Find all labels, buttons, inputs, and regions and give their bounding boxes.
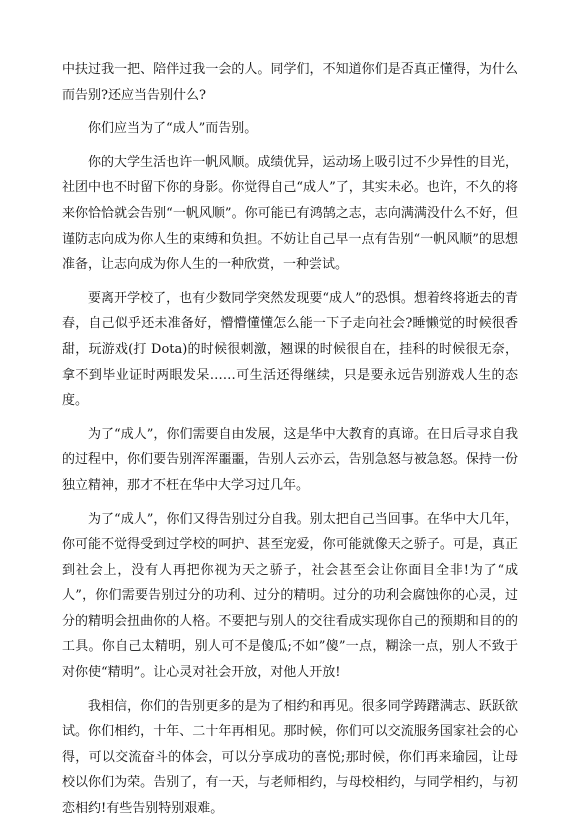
paragraph-excessive-self: 为了“成人”，你们又得告别过分自我。别太把自己当回事。在华中大几年，你可能不觉得受到过学校的呵护、甚至宠爱，你可能就像天之骄子。可是，真正到社会上，没有人再把你视为天之骄子，社会甚至会让你面目全非!为了“成人”，你们需要告别过分的功利、过分的精明。过分的功利会腐蚀你的心灵，过分的精明会扭曲你的人格。不要把与别人的交往看成实现你自己的预期和目的的工具。你自己太精明，别人可不是傻瓜;不如”傻”一点，糊涂一点，别人不致于对你使“精明”。让心灵对社会开放，对他人开放! <box>62 511 518 681</box>
paragraph-reunion: 我相信，你们的告别更多的是为了相约和再见。很多同学踌躇满志、跃跃欲试。你们相约，十年、二十年再相见。那时候，你们可以交流服务国家社会的心得，可以交流奋斗的体会，可以分享成功的喜悦;那时候，你们再来瑜园，让母校以你们为荣。告别了，有一天，与老师相约，与母校相约，与同学相约，与初恋相约!有些告别特别艰难。 <box>62 698 518 817</box>
paragraph-smooth-sailing: 你的大学生活也许一帆风顺。成绩优异，运动场上吸引过不少异性的目光，社团中也不时留下你的身影。你觉得自己“成人”了，其实未必。也许，不久的将来你恰恰就会告别“一帆风顺”。你可能已有鸿鹄之志，志向满满没什么不好，但谨防志向成为你人生的束缚和负担。不妨让自己早一点有告别“一帆风顺”的思想准备，让志向成为你人生的一种欣赏，一种尝试。 <box>62 154 518 273</box>
paragraph-fear-of-adulthood: 要离开学校了，也有少数同学突然发现要“成人”的恐惧。想着终将逝去的青春，自己似乎还未准备好，懵懵懂懂怎么能一下子走向社会?睡懒觉的时候很香甜，玩游戏(打 Dota)的时候很刺激，翘课的时候很自在，挂科的时候很无奈，拿不到毕业证时两眼发呆……可生活还得继续，只是要永远告别游戏人生的态度。 <box>62 290 518 409</box>
paragraph-free-development: 为了“成人”，你们需要自由发展，这是华中大教育的真谛。在日后寻求自我的过程中，你们要告别浑浑噩噩，告别人云亦云，告别急怒与被急怒。保持一份独立精神，那才不枉在华中大学习过几年。 <box>62 426 518 493</box>
document-body <box>62 57 518 830</box>
paragraph-farewell-for-adulthood: 你们应当为了“成人”而告别。 <box>88 121 258 137</box>
paragraph-continued: 中扶过我一把、陪伴过我一会的人。同学们，不知道你们是否真正懂得，为什么而告别?还应当告别什么? <box>62 62 518 103</box>
